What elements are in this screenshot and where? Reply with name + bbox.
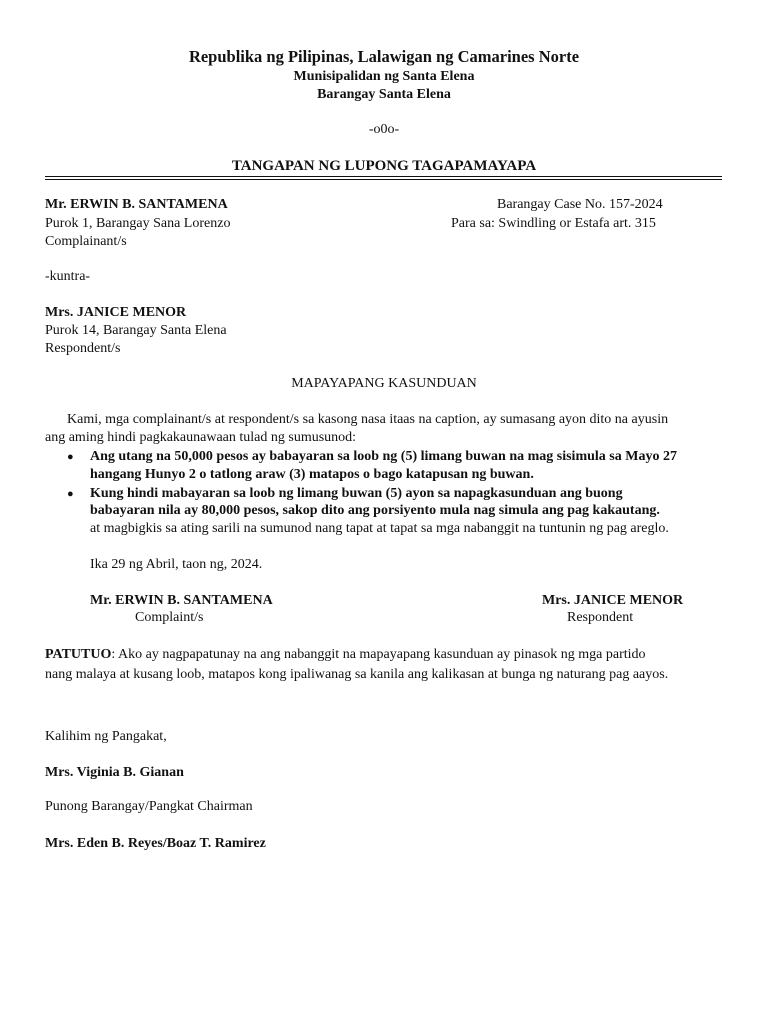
case-number: Barangay Case No. 157-2024: [497, 197, 663, 212]
respondent-address: Purok 14, Barangay Santa Elena: [45, 323, 227, 338]
header-barangay: Barangay Santa Elena: [317, 87, 451, 102]
header-title: Republika ng Pilipinas, Lalawigan ng Camarines Norte: [188, 47, 580, 66]
term-2-line-2: babayaran nila ay 80,000 pesos, sakop dito ang porsiyento mula nag simula ang pag kakautang.: [90, 503, 660, 518]
secretary-name: Mrs. Viginia B. Gianan: [45, 765, 184, 780]
header-separator: -o0o-: [368, 122, 400, 137]
respondent-role: Respondent/s: [45, 341, 121, 356]
double-rule-top: [45, 176, 722, 177]
patutuo-line-2: nang malaya at kusang loob, matapos kong ipaliwanag sa kanila ang kalikasan at bunga ng naturang pag aayos.: [45, 667, 669, 682]
bullet-icon: ●: [67, 451, 74, 463]
date-line: Ika 29 ng Abril, taon ng, 2024.: [90, 557, 263, 572]
bullet-icon: ●: [67, 488, 74, 500]
case-para-sa: Para sa: Swindling or Estafa art. 315: [451, 216, 656, 231]
signature-right-role: Respondent: [567, 610, 634, 625]
secretary-label: Kalihim ng Pangakat,: [45, 729, 167, 744]
signature-left-name: Mr. ERWIN B. SANTAMENA: [90, 593, 273, 608]
complainant-address: Purok 1, Barangay Sana Lorenzo: [45, 216, 231, 231]
term-2-line-1: Kung hindi mabayaran sa loob ng limang buwan (5) ayon sa napagkasunduan ang buong: [90, 486, 623, 501]
agreement-title: MAPAYAPANG KASUNDUAN: [291, 376, 477, 391]
patutuo-text: : Ako ay nagpapatunay na ang nabanggit na mapayapang kasunduan ay pinasok ng mga partido: [111, 647, 646, 662]
signature-right-name: Mrs. JANICE MENOR: [542, 593, 684, 608]
patutuo-line-1: [45, 646, 646, 664]
term-1-line-2: hangang Hunyo 2 o tatlong araw (3) matapos o bago katapusan ng buwan.: [90, 467, 534, 482]
intro-line-1: Kami, mga complainant/s at respondent/s sa kasong nasa itaas na caption, ay sumasang ayon dito na ayusin: [67, 412, 669, 427]
intro-line-2: ang aming hindi pagkakaunawaan tulad ng sumusunod:: [45, 430, 357, 445]
signature-left-role: Complaint/s: [135, 610, 204, 625]
respondent-name: Mrs. JANICE MENOR: [45, 305, 187, 320]
office-title: TANGAPAN NG LUPONG TAGAPAMAYAPA: [231, 158, 537, 174]
complainant-role: Complainant/s: [45, 234, 127, 249]
term-1-line-1: Ang utang na 50,000 pesos ay babayaran sa loob ng (5) limang buwan na mag sisimula sa Mayo 27: [90, 449, 677, 464]
complainant-name: Mr. ERWIN B. SANTAMENA: [45, 197, 228, 212]
versus-text: -kuntra-: [45, 269, 91, 284]
closing-line: at magbigkis sa ating sarili na sumunod nang tapat at tapat sa mga nabanggit na tuntunin ng pag areglo.: [90, 521, 669, 536]
patutuo-label: PATUTUO: [45, 647, 112, 662]
chairman-label: Punong Barangay/Pangkat Chairman: [45, 799, 253, 814]
header-municipality: Munisipalidan ng Santa Elena: [293, 69, 475, 84]
chairman-name: Mrs. Eden B. Reyes/Boaz T. Ramirez: [45, 836, 266, 851]
double-rule-bottom: [45, 179, 722, 180]
